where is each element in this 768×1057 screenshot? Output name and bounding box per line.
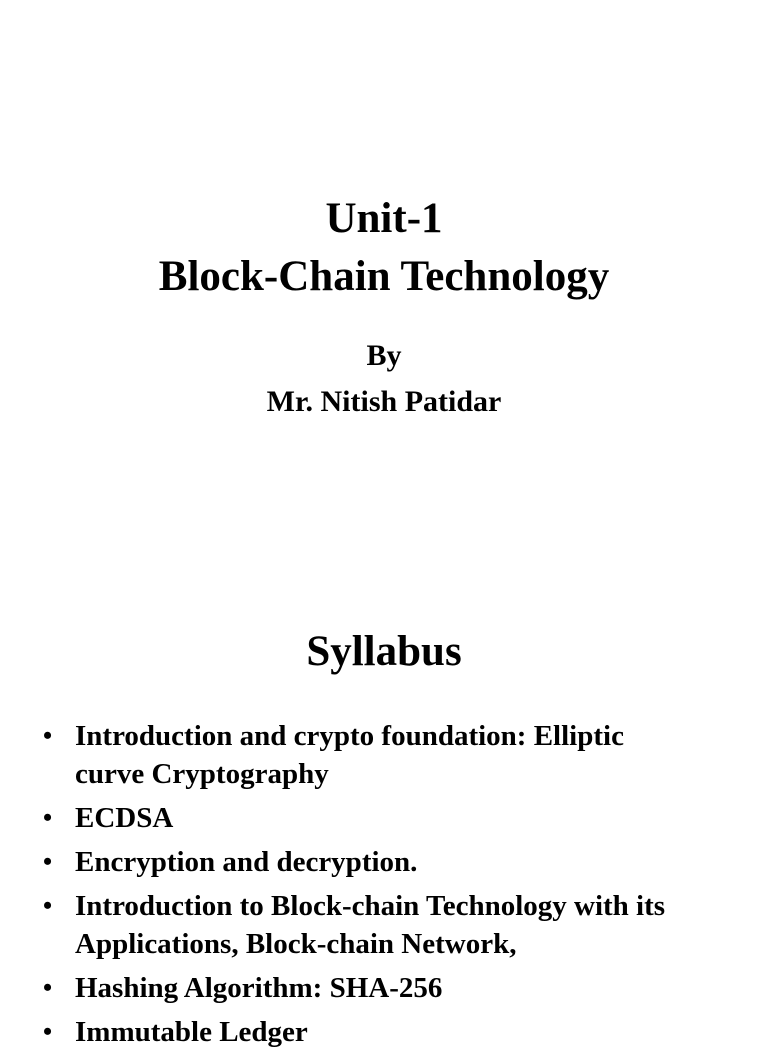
topic-text: Immutable Ledger: [75, 1016, 308, 1048]
byline: [0, 333, 768, 425]
list-item: [0, 799, 768, 837]
topic-text: ECDSA: [75, 802, 174, 834]
bullet-icon: •: [43, 1017, 53, 1046]
bullet-icon: •: [43, 803, 53, 832]
list-item: [0, 1013, 768, 1051]
list-item: [0, 843, 768, 881]
topic-text: Introduction and crypto foundation: Elliptic curve Cryptography: [75, 720, 624, 790]
topic-text: Introduction to Block-chain Technology with its Applications, Block-chain Network,: [75, 890, 666, 960]
list-item: [0, 969, 768, 1007]
bullet-icon: •: [43, 973, 53, 1002]
syllabus-slide: [0, 576, 768, 1048]
list-item: [0, 887, 768, 963]
bullet-icon: •: [43, 847, 53, 876]
slide-title: [0, 190, 768, 306]
list-item: [0, 717, 768, 793]
by-label: By: [366, 339, 402, 372]
unit-label: Unit-1: [325, 195, 443, 242]
topic-list: [0, 717, 768, 1057]
bullet-icon: •: [43, 891, 53, 920]
syllabus-heading: Syllabus: [306, 628, 462, 675]
author-name: Mr. Nitish Patidar: [266, 385, 502, 418]
subject-title: Block-Chain Technology: [158, 253, 610, 300]
topic-text: Encryption and decryption.: [75, 846, 418, 878]
bullet-icon: •: [43, 721, 53, 750]
topic-text: Hashing Algorithm: SHA-256: [75, 972, 443, 1004]
